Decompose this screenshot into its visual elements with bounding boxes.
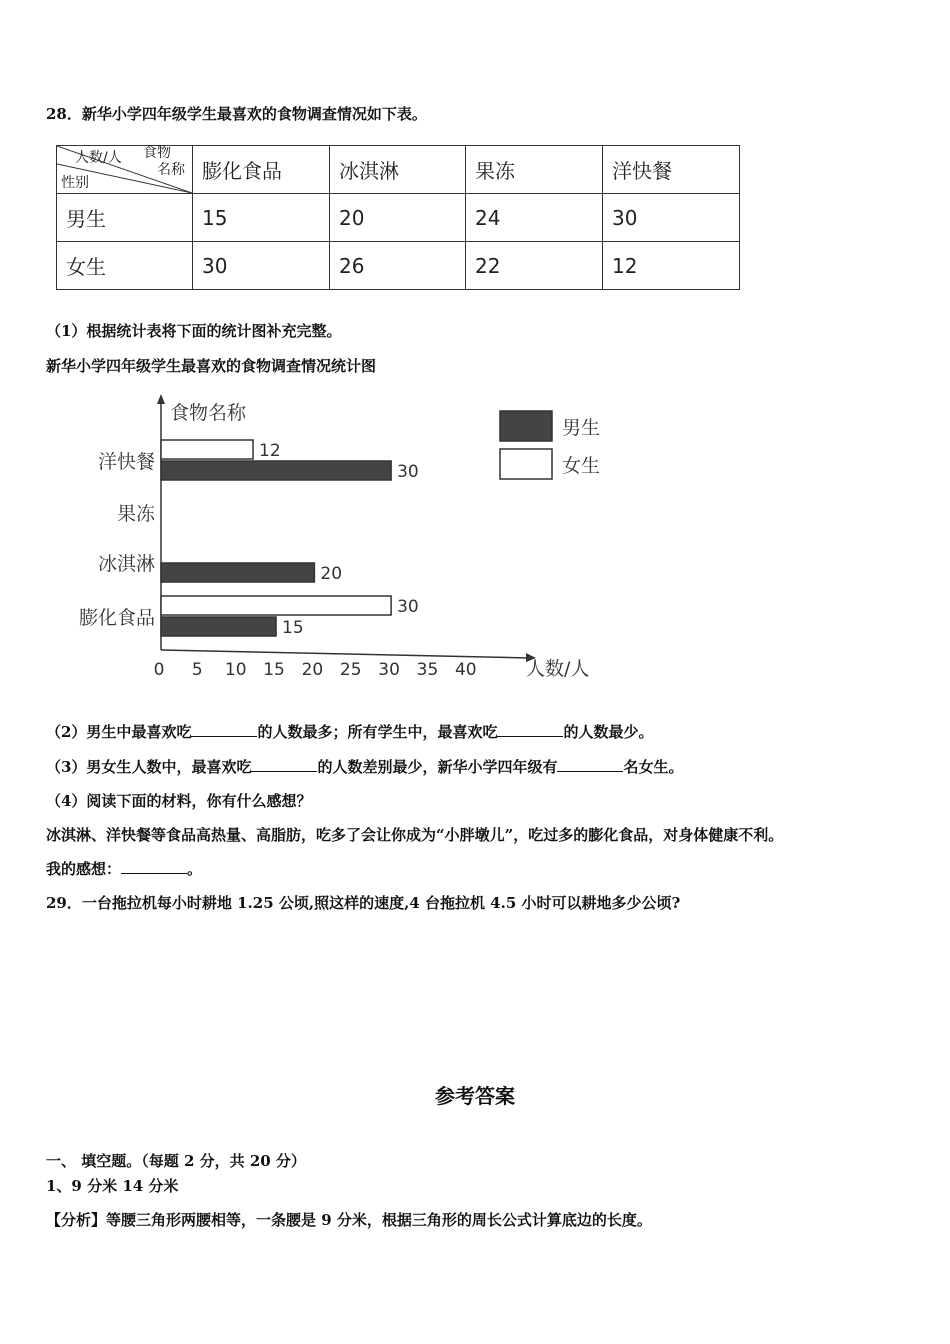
answer-blank[interactable] (121, 859, 187, 874)
header-food: 食物 (143, 145, 171, 161)
header-gender: 性别 (61, 175, 89, 191)
col-header: 洋快餐 (603, 146, 740, 194)
feeling-label: 我的感想： (46, 860, 122, 878)
category-label: 洋快餐 (97, 451, 155, 473)
x-tick-label: 35 (416, 660, 439, 680)
legend-swatch-girls (500, 449, 552, 479)
data-label: 30 (397, 597, 419, 617)
category-label: 果冻 (116, 503, 155, 525)
part-3-text-a: （3）男女生人数中，最喜欢吃 (46, 758, 252, 776)
col-header: 冰淇淋 (330, 146, 466, 194)
x-tick-label: 20 (301, 660, 324, 680)
feeling-line (46, 858, 202, 879)
answer-1-analysis: 【分析】等腰三角形两腰相等，一条腰是 9 分米，根据三角形的周长公式计算底边的长度。 (46, 1211, 652, 1229)
food-survey-table (56, 145, 740, 290)
part-4: （4）阅读下面的材料，你有什么感想？ (46, 792, 312, 810)
y-axis-arrow (157, 394, 165, 404)
food-bar-chart (60, 388, 620, 688)
table-cell: 30 (193, 242, 330, 290)
material-text: 冰淇淋、洋快餐等食品高热量、高脂肪，吃多了会让你成为“小胖墩儿”，吃过多的膨化食品，对身体健康不利。 (46, 826, 784, 844)
bar-boys (161, 461, 391, 480)
x-tick-label: 40 (454, 660, 477, 680)
answer-1: 1、9 分米 14 分米 (46, 1177, 179, 1195)
answers-title: 参考答案 (435, 1084, 515, 1108)
part-1: （1）根据统计表将下面的统计图补充完整。 (46, 322, 342, 340)
data-label: 30 (397, 462, 419, 482)
table-cell: 20 (330, 194, 466, 242)
y-axis-label: 食物名称 (170, 402, 247, 424)
legend-label-boys: 男生 (562, 417, 601, 439)
table-cell: 22 (466, 242, 603, 290)
table-cell: 24 (466, 194, 603, 242)
header-count: 人数/人 (75, 150, 122, 166)
part-2-text-b: 的人数最多；所有学生中，最喜欢吃 (257, 723, 498, 741)
x-tick-label: 25 (339, 660, 362, 680)
row-label: 男生 (57, 194, 193, 242)
chart-title: 新华小学四年级学生最喜欢的食物调查情况统计图 (46, 357, 377, 375)
data-label: 20 (320, 564, 343, 584)
part-3 (46, 756, 683, 777)
row-label: 女生 (57, 242, 193, 290)
data-label: 15 (282, 618, 304, 638)
table-header-row (57, 146, 740, 194)
legend-swatch-boys (500, 411, 552, 441)
x-tick-label: 10 (224, 660, 247, 680)
bar-boys (161, 617, 276, 636)
category-label: 冰淇淋 (97, 553, 155, 575)
table-diagonal-header (57, 146, 193, 194)
x-tick-label: 15 (263, 660, 285, 680)
col-header: 膨化食品 (193, 146, 330, 194)
feeling-end: 。 (187, 860, 203, 878)
part-2-text-c: 的人数最少。 (563, 723, 654, 741)
answer-blank[interactable] (191, 722, 257, 737)
x-axis-label: 人数/人 (526, 658, 590, 680)
part-2 (46, 721, 653, 742)
bar-girls (161, 596, 391, 615)
part-2-text-a: （2）男生中最喜欢吃 (46, 723, 192, 741)
answer-blank[interactable] (251, 757, 317, 772)
x-tick-label: 0 (153, 660, 165, 680)
x-tick-label: 5 (191, 660, 203, 680)
legend-label-girls: 女生 (562, 455, 601, 477)
header-name: 名称 (157, 162, 185, 178)
x-axis (161, 650, 530, 658)
bar-boys (161, 563, 314, 582)
table-row (57, 194, 740, 242)
data-label: 12 (259, 441, 281, 461)
answer-blank[interactable] (557, 757, 623, 772)
table-cell: 15 (193, 194, 330, 242)
answer-blank[interactable] (497, 722, 563, 737)
bar-girls (161, 440, 253, 459)
chart-legend (500, 411, 600, 479)
part-3-text-c: 名女生。 (623, 758, 684, 776)
table-cell: 12 (603, 242, 740, 290)
question-28-intro: 28．新华小学四年级学生最喜欢的食物调查情况如下表。 (46, 105, 427, 123)
part-3-text-b: 的人数差别最少，新华小学四年级有 (317, 758, 558, 776)
table-cell: 26 (330, 242, 466, 290)
answers-section-1: 一、 填空题。（每题 2 分，共 20 分） (46, 1152, 306, 1170)
table-cell: 30 (603, 194, 740, 242)
table-row (57, 242, 740, 290)
category-label: 膨化食品 (78, 607, 155, 629)
question-29: 29．一台拖拉机每小时耕地 1.25 公顷,照这样的速度,4 台拖拉机 4.5 小时可以耕地多少公顷? (46, 894, 681, 912)
x-tick-label: 30 (378, 660, 400, 680)
col-header: 果冻 (466, 146, 603, 194)
